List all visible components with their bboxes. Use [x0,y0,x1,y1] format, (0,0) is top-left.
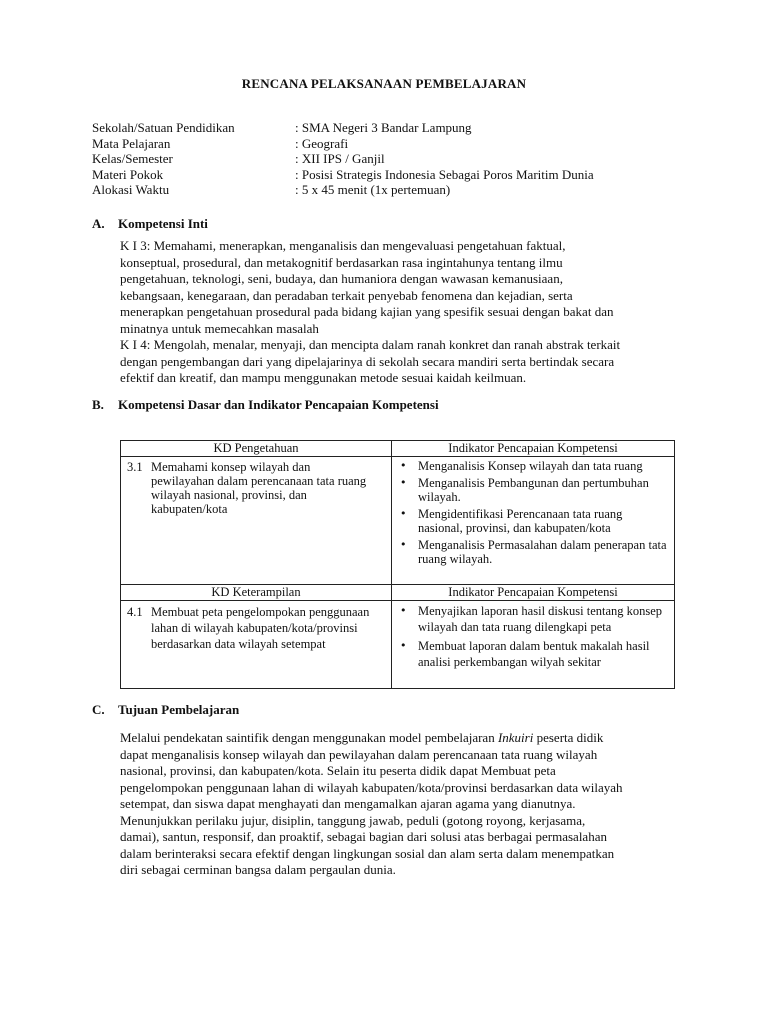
ki4-line: efektif dan kreatif, dan mampu menggunakan metode sesuai kaidah keilmuan. [120,370,527,385]
indicator-item: • Membuat laporan dalam bentuk makalah hasil analisi perkembangan wilyah sekitar [418,638,670,670]
objective-line: damai), santun, responsif, dan proaktif, sebagai bagian dari solusi atas berbagai permasalahan [120,829,607,844]
objective-line: dapat menganalisis konsep wilayah dan pewilayahan dalam perencanaan tata ruang wilayah [120,746,598,762]
ki4-label: K I 4 [120,337,147,352]
objective-line: dalam berinteraksi secara efektif dengan lingkungan sosial dan alam serta dalam menempatkan [120,845,615,861]
table-header-row [121,585,675,601]
objective-line: nasional, provinsi, dan kabupaten/kota. Selain itu peserta didik dapat Membuat peta [120,763,556,778]
ki3-line: K I 3: Memahami, menerapkan, menganalisis dan mengevaluasi pengetahuan faktual, [120,238,566,253]
info-row-topic [92,167,692,183]
table-row [121,457,675,585]
info-row-class [92,151,692,167]
indicator-list [392,601,674,675]
document-title: RENCANA PELAKSANAAN PEMBELAJARAN [241,76,527,91]
info-label: Materi Pokok [92,166,164,182]
column-header: KD Keterampilan [121,585,392,601]
ki3-line: kebangsaan, kenegaraan, dan peradaban terkait penyebab fenomena dan kejadian, serta [120,287,573,303]
section-a-heading [92,216,208,232]
objective-line: diri sebagai cerminan bangsa dalam pergaulan dunia. [120,862,396,877]
kd-knowledge-cell [121,457,391,520]
info-value: : XII IPS / Ganjil [295,151,385,166]
competence-table [120,440,675,689]
core-competence-text [120,238,665,387]
section-title: Kompetensi Dasar dan Indikator Pencapaian Kompetensi [118,397,439,412]
ki4-line: K I 4: Mengolah, menalar, menyaji, dan mencipta dalam ranah konkret dan ranah abstrak terkait [120,337,621,352]
indicator-item: • Menyajikan laporan hasil diskusi tentang konsep wilayah dan tata ruang dilengkapi peta [418,603,670,635]
kd-description: Memahami konsep wilayah dan pewilayahan dalam perencanaan tata ruang wilayah nasional, provinsi, dan kabupaten/kota [151,460,367,516]
table-header-row [121,441,675,457]
kd-skill-cell [121,601,391,656]
info-label: Mata Pelajaran [92,135,171,151]
info-row-school [92,120,692,136]
objective-line: Melalui pendekatan saintifik dengan menggunakan model pembelajaran Inkuiri peserta didik [120,730,604,745]
indicator-item: • Menganalisis Permasalahan dalam penerapan tata ruang wilayah. [418,538,670,566]
ki3-line: minatnya untuk memecahkan masalah [120,320,319,336]
identity-block [92,120,692,198]
info-row-time [92,182,692,198]
ki3-label: K I 3 [120,238,147,253]
model-name: Inkuiri [497,730,534,745]
indicator-list [392,457,674,571]
objective-line: pengelompokan penggunaan lahan di wilayah kabupaten/kota/provinsi berdasarkan data wilayah [120,779,623,795]
section-letter: B. [92,397,104,412]
section-c-heading [92,702,239,718]
indicator-item: • Mengidentifikasi Perencanaan tata ruang nasional, provinsi, dan kabupaten/kota [418,507,670,535]
indicator-item: • Menganalisis Pembangunan dan pertumbuhan wilayah. [418,476,670,504]
section-title: Tujuan Pembelajaran [118,702,240,717]
info-value: : Posisi Strategis Indonesia Sebagai Poros Maritim Dunia [295,166,594,182]
ki4-line: dengan pengembangan dari yang dipelajarinya di sekolah secara mandiri serta bertindak secara [120,353,615,369]
ki3-line: pengetahuan, teknologi, seni, budaya, dan humaniora dengan wawasan kemanusiaan, [120,271,563,286]
info-value: : 5 x 45 menit (1x pertemuan) [295,182,451,197]
indicator-item: • Menganalisis Konsep wilayah dan tata ruang [418,459,670,473]
ki3-line: menerapkan pengetahuan prosedural pada bidang kajian yang spesifik sesuai dengan bakat dan [120,304,614,319]
section-title: Kompetensi Inti [118,216,208,231]
section-b-heading [92,397,439,413]
info-value: : Geografi [295,135,349,151]
objective-line: setempat, dan siswa dapat menghayati dan mengamalkan ajaran agama yang dianutnya. [120,796,576,811]
section-letter: C. [92,702,105,717]
column-header: Indikator Pencapaian Kompetensi [392,441,675,457]
column-header: KD Pengetahuan [121,441,392,457]
kd-number: 4.1 [127,605,143,619]
info-label: Alokasi Waktu [92,182,170,197]
table-row [121,601,675,689]
section-letter: A. [92,216,105,231]
info-label: Sekolah/Satuan Pendidikan [92,120,235,135]
column-header: Indikator Pencapaian Kompetensi [392,585,675,601]
kd-number: 3.1 [127,460,143,474]
learning-objective-text [120,730,665,879]
kd-description: Membuat peta pengelompokan penggunaan lahan di wilayah kabupaten/kota/provinsi berdasarkan data wilayah setempat [151,605,370,651]
ki3-line: konseptual, prosedural, dan metakognitif berdasarkan rasa ingintahunya tentang ilmu [120,254,563,270]
info-row-subject [92,136,692,152]
info-label: Kelas/Semester [92,151,173,166]
objective-line: Menunjukkan perilaku jujur, disiplin, tanggung jawab, peduli (gotong royong, kerjasama, [120,812,586,828]
info-value: : SMA Negeri 3 Bandar Lampung [295,120,472,135]
